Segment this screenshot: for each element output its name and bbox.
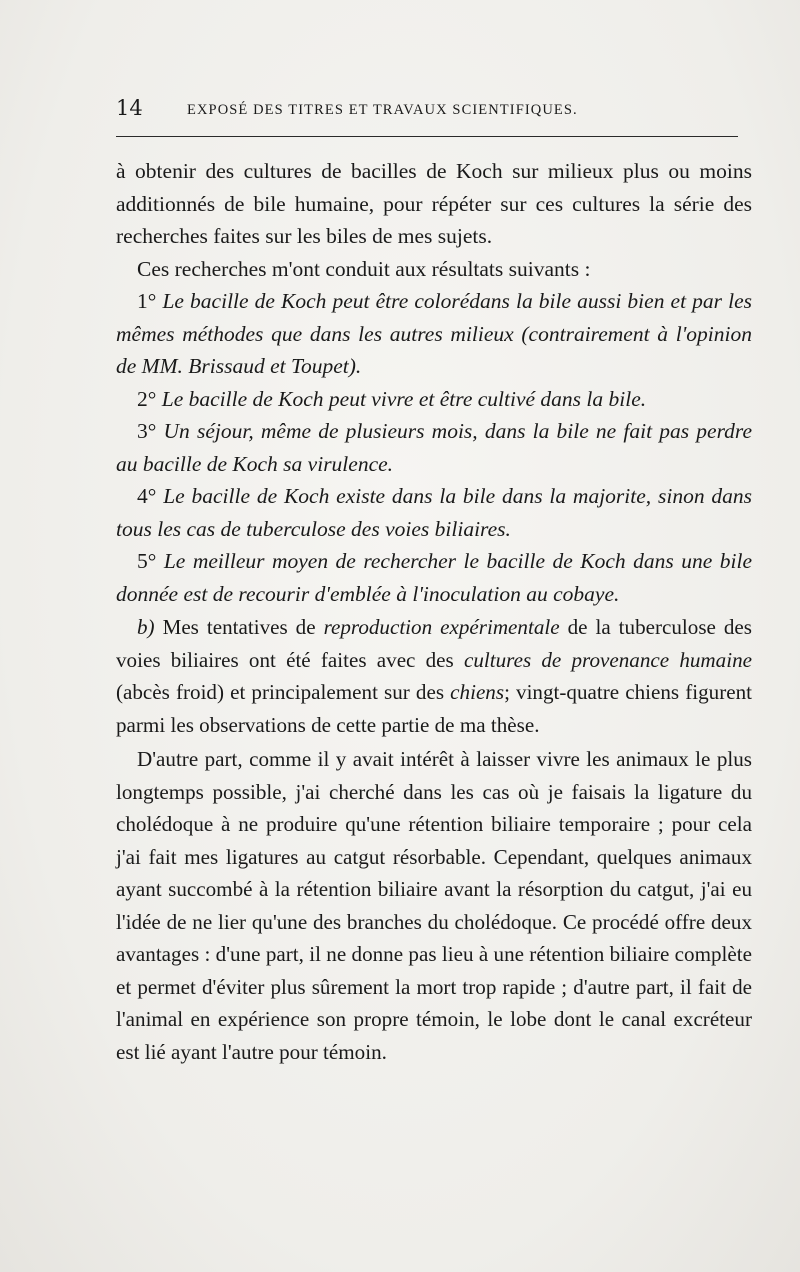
body-text	[116, 155, 752, 1068]
header-rule	[116, 136, 738, 137]
result-number: 1°	[137, 289, 157, 313]
result-item-5	[116, 545, 752, 610]
paragraph-b-text-4: ; vingt-quatre chiens figurent parmi les observations de cette partie de ma thèse.	[116, 680, 752, 737]
result-text: Un séjour, même de plusieurs mois, dans la bile ne fait pas perdre au bacille de Koch sa virulence.	[116, 419, 752, 476]
running-head: EXPOSÉ DES TITRES ET TRAVAUX SCIENTIFIQUES.	[187, 102, 578, 118]
paragraph-b-italic-2: cultures de provenance humaine	[463, 647, 752, 672]
result-number: 5°	[137, 549, 157, 573]
paragraph-b-italic-3: chiens	[450, 680, 505, 704]
paragraph-b	[116, 611, 752, 741]
paragraph-b-label: b)	[137, 615, 155, 639]
result-text: Le bacille de Koch peut vivre et être cultivé dans la bile.	[161, 386, 647, 411]
result-number: 3°	[137, 419, 157, 443]
paragraph-results-intro: Ces recherches m'ont conduit aux résultats suivants :	[137, 256, 591, 281]
result-item-3	[116, 415, 752, 480]
paragraph-b-italic-1: reproduction expérimentale	[323, 615, 560, 639]
result-number: 4°	[137, 484, 157, 508]
result-item-4	[116, 480, 752, 545]
page-header	[116, 96, 752, 124]
result-text: Le bacille de Koch peut être colorédans la bile aussi bien et par les mêmes méthodes que dans les autres milieux (contrairement à l'opinion de MM. Brissaud et Toupet).	[116, 289, 752, 378]
result-text: Le bacille de Koch existe dans la bile dans la majorite, sinon dans tous les cas de tuberculose des voies biliaires.	[116, 484, 753, 541]
result-item-1	[116, 285, 752, 383]
paragraph-c: D'autre part, comme il y avait intérêt à laisser vivre les animaux le plus longtemps possible, j'ai cherché dans les cas où je faisais la ligature du cholédoque à ne produire qu'une rétention biliaire temporaire ; pour cela j'ai fait mes ligatures au catgut résorbable. Cependant, quelques animaux ayant succombé à la rétention biliaire avant la résorption du catgut, j'ai eu l'idée de ne lier qu'une des branches du cholédoque. Ce procédé offre deux avantages : d'une part, il ne donne pas lieu à une rétention biliaire complète et permet d'éviter plus sûrement la mort trop rapide ; d'autre part, il fait de l'animal en expérience son propre témoin, le lobe dont le canal excréteur est lié ayant l'autre pour témoin.	[116, 747, 752, 1064]
page-number: 14	[116, 96, 143, 120]
result-text: Le meilleur moyen de rechercher le bacille de Koch dans une bile donnée est de recourir d'emblée à l'inoculation au cobaye.	[116, 549, 752, 606]
paragraph-intro: à obtenir des cultures de bacilles de Koch sur milieux plus ou moins additionnés de bile humaine, pour répéter sur ces cultures la série des recherches faites sur les biles de mes sujets.	[116, 159, 752, 248]
paragraph-b-text-2: de la tuberculose des voies biliaires ont été faites avec des	[116, 615, 752, 672]
paragraph-b-text-3: (abcès froid) et principalement sur des	[116, 680, 445, 704]
paragraph-b-text-1: Mes tentatives de	[162, 615, 316, 639]
result-item-2	[116, 383, 752, 416]
result-number: 2°	[137, 386, 157, 411]
